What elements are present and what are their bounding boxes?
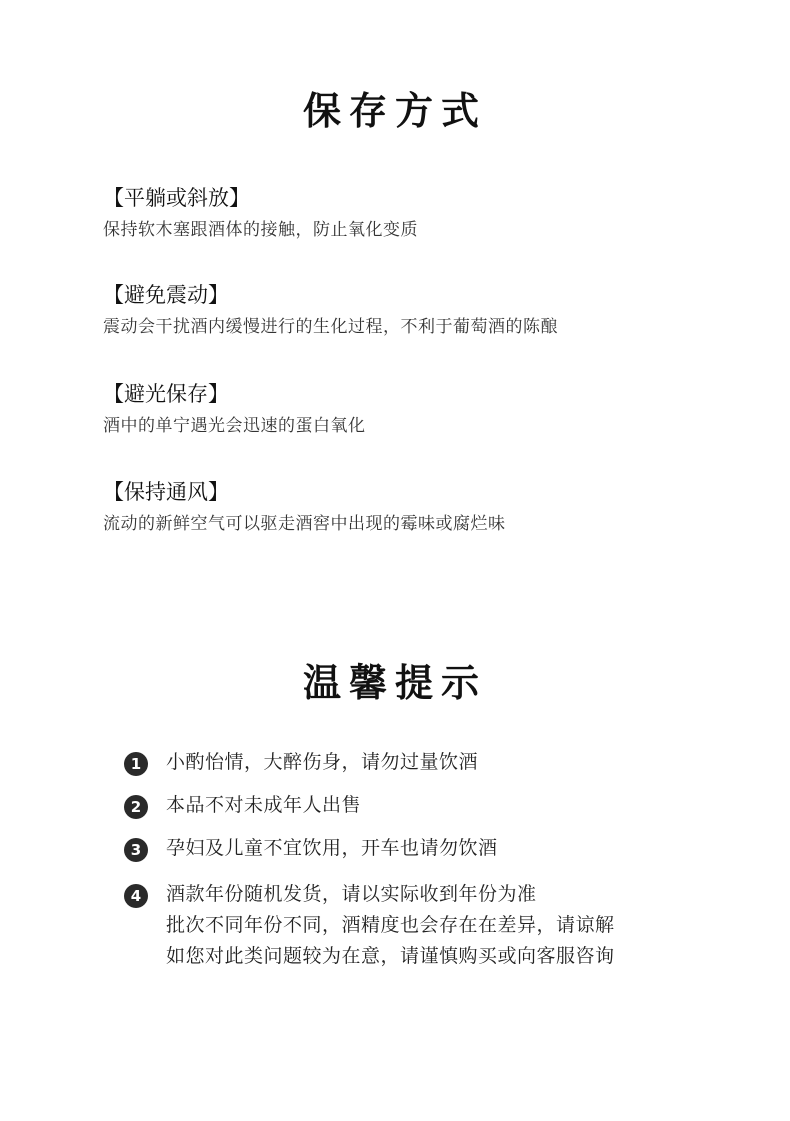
tip-item (124, 750, 478, 778)
tip-line: 如您对此类问题较为在意，请谨慎购买或向客服咨询 (166, 945, 615, 967)
storage-item-ventilation (103, 479, 506, 535)
tip-line: 本品不对未成年人出售 (166, 794, 362, 816)
tip-line: 酒款年份随机发货，请以实际收到年份为准 (166, 883, 537, 905)
tip-text (166, 833, 498, 864)
tip-text (166, 790, 361, 821)
tip-text (166, 747, 478, 778)
number-badge-icon: 2 (124, 795, 148, 819)
tip-line: 小酌怡情，大醉伤身，请勿过量饮酒 (166, 751, 479, 773)
storage-item-heading: 【保持通风】 (103, 480, 229, 504)
tip-item (124, 836, 498, 864)
storage-item-avoid-vibration (103, 282, 558, 338)
storage-item-description: 流动的新鲜空气可以驱走酒窖中出现的霉味或腐烂味 (103, 514, 506, 534)
storage-item-description: 保持软木塞跟酒体的接触，防止氧化变质 (103, 220, 418, 240)
number-badge-icon: 4 (124, 884, 148, 908)
storage-section-title: 保存方式 (302, 88, 487, 133)
tips-section-title: 温馨提示 (302, 660, 487, 705)
storage-item-heading: 【平躺或斜放】 (103, 186, 250, 210)
number-badge-icon: 1 (124, 752, 148, 776)
storage-item-lay-flat (103, 185, 418, 241)
storage-item-avoid-light (103, 381, 366, 437)
storage-item-description: 酒中的单宁遇光会迅速的蛋白氧化 (103, 416, 366, 436)
tip-item (124, 793, 361, 821)
storage-item-heading: 【避免震动】 (103, 283, 229, 307)
tip-line: 孕妇及儿童不宜饮用，开车也请勿饮酒 (166, 837, 498, 859)
storage-item-description: 震动会干扰酒内缓慢进行的生化过程，不利于葡萄酒的陈酿 (103, 317, 558, 337)
tip-item (124, 882, 615, 972)
storage-item-heading: 【避光保存】 (103, 382, 229, 406)
number-badge-icon: 3 (124, 838, 148, 862)
tip-text (166, 879, 615, 972)
tip-line: 批次不同年份不同，酒精度也会存在在差异，请谅解 (166, 914, 615, 936)
